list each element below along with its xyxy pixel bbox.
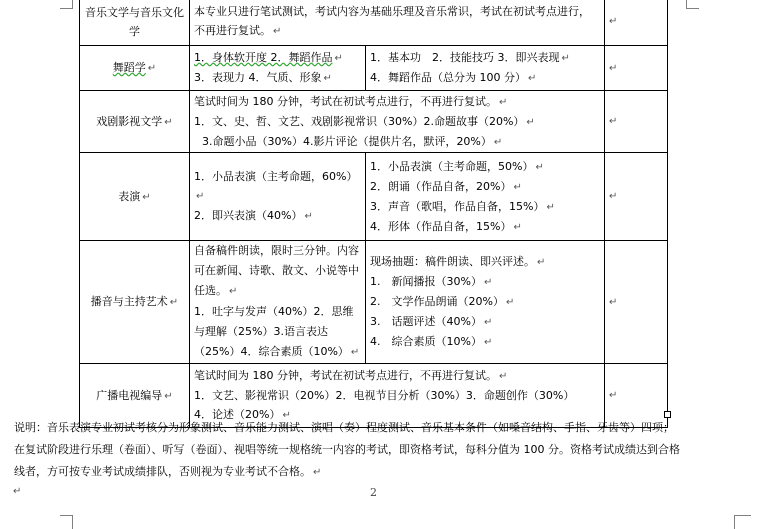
content-line: 2. 文学作品朗诵（20%）: [370, 295, 504, 308]
paragraph-mark: ↵: [609, 16, 618, 27]
remarks-cell: [605, 241, 668, 364]
content-line: 1．基本功 2．技能技巧 3．即兴表现: [370, 51, 560, 64]
table-row: [80, 46, 668, 91]
paragraph-mark: ↵: [229, 286, 238, 297]
paragraph-mark: ↵: [609, 390, 618, 401]
initial-exam-cell: [190, 153, 366, 241]
remarks-cell: [605, 91, 668, 153]
margin-mark-bottom-right: [734, 515, 751, 529]
content-cell: [190, 0, 605, 46]
paragraph-mark: ↵: [164, 390, 173, 402]
paragraph-mark: ↵: [513, 181, 522, 193]
paragraph-mark: ↵: [169, 297, 179, 308]
content-line: 1．小品表演（主考命题，50%）: [370, 159, 534, 173]
major-name: 音乐文学与音乐文化学: [85, 5, 184, 38]
paragraph-mark: ↵: [609, 116, 618, 127]
paragraph-mark: ↵: [273, 26, 282, 37]
content-line: 4．形体（作品自备，15%）: [370, 219, 512, 233]
content-line: 2．朗诵（作品自备，20%）: [370, 179, 512, 193]
paragraph-mark: ↵: [537, 257, 546, 268]
paragraph-mark: ↵: [483, 337, 493, 348]
content-line: 1．身体软开度 2．舞蹈作品: [194, 51, 333, 64]
content-line: 1．小品表演（主考命题，60%）: [194, 170, 358, 183]
table-row: [80, 0, 668, 46]
paragraph-mark: ↵: [535, 161, 544, 173]
retest-cell: [366, 46, 605, 91]
paragraph-mark: ↵: [513, 221, 522, 233]
content-line: 3. 话题评述（40%）: [370, 315, 482, 328]
remarks-cell: [605, 153, 668, 241]
content-line: 4．舞蹈作品（总分为 100 分）: [370, 71, 526, 84]
major-name: 舞蹈学: [112, 61, 146, 74]
paragraph-mark: ↵: [313, 467, 322, 478]
major-name: 广播电视编导: [96, 388, 163, 402]
paragraph-mark: ↵: [505, 297, 515, 308]
content-line: 3.命题小品（30%）4.影片评论（提供片名，默评，20%）: [202, 134, 492, 148]
paragraph-mark: ↵: [282, 410, 291, 421]
paragraph-mark: ↵: [483, 277, 493, 288]
retest-cell: [366, 241, 605, 364]
note-line: 线者，方可按专业考试成绩排队，否则视为专业考试不合格。: [14, 465, 311, 478]
paragraph-mark: ↵: [528, 73, 537, 84]
explanation-note: [14, 417, 744, 484]
paragraph-mark: ↵: [609, 62, 618, 74]
content-line: 3．表现力 4．气质、形象: [194, 71, 322, 84]
content-line: 1．吐字与发声（40%）2．思维与理解（25%）3.语言表达（25%）4．综合素质（10%）: [194, 305, 354, 358]
paragraph-mark: ↵: [164, 116, 173, 128]
paragraph-mark: ↵: [546, 201, 555, 213]
remarks-cell: [605, 0, 668, 46]
major-cell: [80, 153, 190, 241]
major-cell: [80, 46, 190, 91]
paragraph-mark: ↵: [493, 136, 503, 148]
content-line: 笔试时间为 180 分钟，考试在初试考点进行，不再进行复试。: [194, 369, 497, 382]
paragraph-mark: ↵: [13, 486, 22, 497]
initial-exam-cell: [190, 46, 366, 91]
paragraph-mark: ↵: [526, 116, 535, 128]
major-cell: [80, 0, 190, 46]
content-line: 1．文艺、影视常识（20%）2．电视节目分析（30%）3．命题创作（30%）: [194, 389, 575, 402]
paragraph-mark: ↵: [334, 53, 343, 64]
remarks-cell: [605, 46, 668, 91]
paragraph-mark: ↵: [499, 371, 508, 382]
initial-exam-cell: [190, 241, 366, 364]
note-line: 在复试阶段进行乐理（卷面）、听写（卷面）、视唱等统一规格统一内容的考试，即资格考试，每科分值为 100 分。资格考试成绩达到合格: [14, 443, 680, 456]
major-cell: [80, 241, 190, 364]
table-row: [80, 91, 668, 153]
content-line: 1. 新闻播报（30%）: [370, 275, 482, 288]
table-row: [80, 153, 668, 241]
paragraph-mark: ↵: [499, 96, 508, 108]
paragraph-mark: ↵: [196, 191, 205, 202]
paragraph-mark: ↵: [323, 73, 332, 84]
paragraph-mark: ↵: [483, 317, 493, 328]
major-name: 播音与主持艺术: [90, 295, 168, 308]
paragraph-mark: ↵: [561, 53, 570, 64]
table-row: [80, 241, 668, 364]
content-line: 4．论述（20%）: [194, 408, 281, 421]
content-cell: [190, 91, 605, 153]
note-line: 说明：音乐表演专业初试考核分为形象测试、音乐能力测试、演唱（奏）程度测试、音乐基本条件（如嗓音结构、手指、牙齿等）四项；: [14, 421, 674, 434]
paragraph-mark: ↵: [147, 63, 157, 74]
content-line: 笔试时间为 180 分钟，考试在初试考点进行，不再进行复试。: [194, 94, 497, 108]
paragraph-mark: ↵: [609, 191, 618, 202]
content-line: 4. 综合素质（10%）: [370, 335, 482, 348]
content-line: 本专业只进行笔试测试，考试内容为基础乐理及音乐常识，考试在初试考点进行，不再进行复试。: [194, 5, 590, 37]
major-name: 表演: [118, 189, 141, 203]
margin-mark-top-left: [60, 0, 73, 9]
major-name: 戏剧影视文学: [96, 114, 163, 128]
paragraph-mark: ↵: [304, 211, 313, 222]
margin-mark-bottom-left: [60, 515, 73, 529]
content-line: 1．文、史、哲、文艺、戏剧影视常识（30%）2.命题故事（20%）: [194, 114, 525, 128]
paragraph-mark: ↵: [609, 296, 618, 308]
margin-mark-top-right: [686, 0, 699, 9]
exam-content-table: [79, 0, 668, 428]
major-cell: [80, 91, 190, 153]
paragraph-mark: ↵: [142, 191, 151, 203]
content-line: 2．即兴表演（40%）: [194, 209, 303, 222]
paragraph-mark: ↵: [350, 347, 360, 358]
retest-cell: [366, 153, 605, 241]
page-number: 2: [370, 486, 377, 499]
content-line: 现场抽题：稿件朗读、即兴评述。: [370, 255, 535, 268]
content-line: 自备稿件朗读，限时三分钟。内容可在新闻、诗歌、散文、小说等中任选。: [194, 244, 359, 297]
content-line: 3．声音（歌唱，作品自备，15%）: [370, 199, 545, 213]
